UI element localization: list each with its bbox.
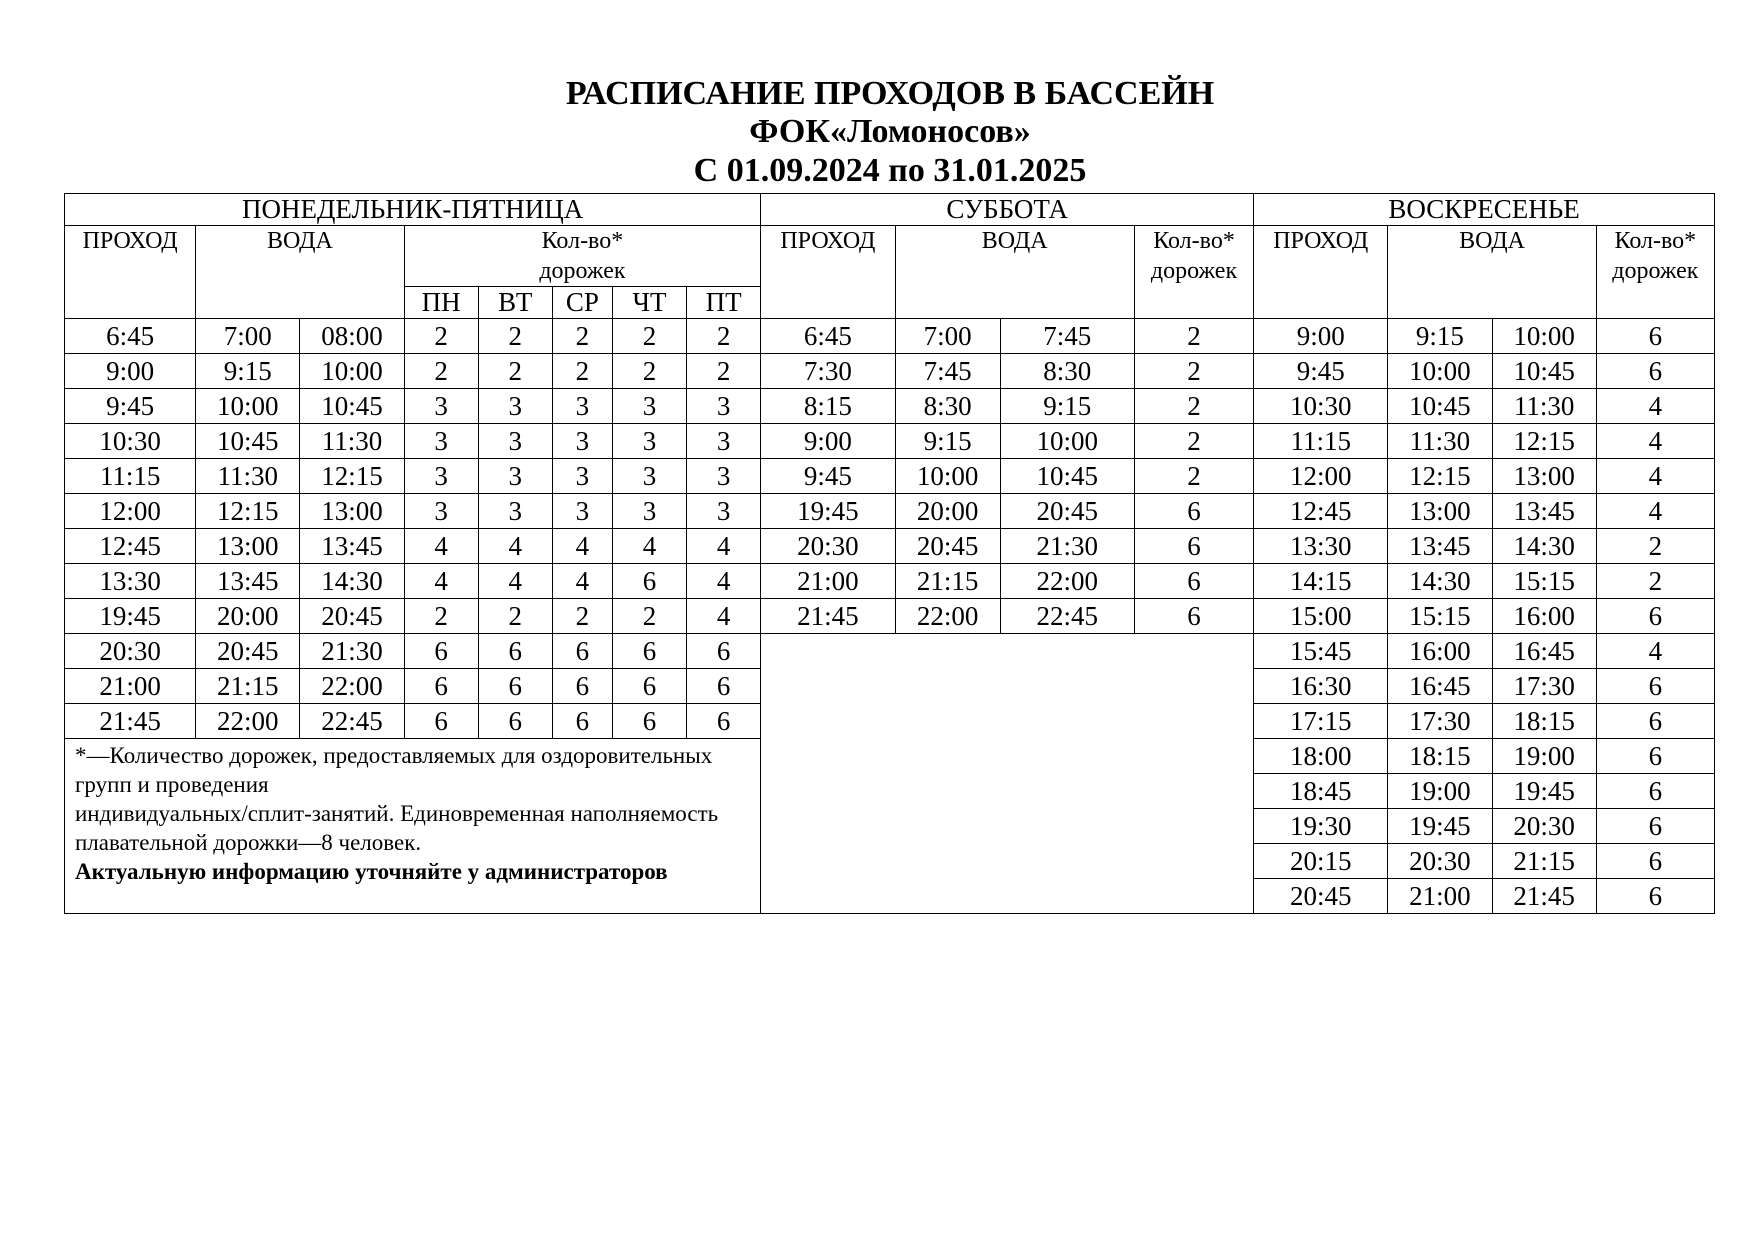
lanes-thu: 3 [612, 459, 686, 494]
saturday-pass-time: 6:45 [761, 319, 895, 354]
lanes-tue: 6 [478, 704, 552, 739]
lanes-thu: 6 [612, 634, 686, 669]
table-row [65, 739, 1715, 774]
weekday-water-end: 20:45 [300, 599, 404, 634]
lanes-thu: 6 [612, 704, 686, 739]
saturday-water-end: 10:00 [1000, 424, 1134, 459]
sunday-lanes-count: 6 [1596, 669, 1714, 704]
sunday-pass-time: 20:45 [1254, 879, 1388, 914]
sunday-water-end: 14:30 [1492, 529, 1596, 564]
weekday-water-end: 11:30 [300, 424, 404, 459]
table-row [65, 529, 1715, 564]
lanes-tue: 3 [478, 389, 552, 424]
sunday-water-start: 15:15 [1388, 599, 1492, 634]
lanes-wed: 2 [552, 599, 612, 634]
weekday-pass-time: 9:45 [65, 389, 196, 424]
weekday-water-end: 12:15 [300, 459, 404, 494]
lanes-mon: 6 [404, 634, 478, 669]
saturday-lanes-count: 6 [1134, 494, 1253, 529]
lanes-wed: 3 [552, 424, 612, 459]
weekday-water-end: 21:30 [300, 634, 404, 669]
weekday-water-end: 13:45 [300, 529, 404, 564]
sunday-pass-time: 13:30 [1254, 529, 1388, 564]
lanes-wed: 4 [552, 529, 612, 564]
sunday-water-start: 12:15 [1388, 459, 1492, 494]
sunday-water-start: 21:00 [1388, 879, 1492, 914]
lanes-mon: 2 [404, 599, 478, 634]
lanes-mon: 3 [404, 459, 478, 494]
weekday-water-start: 13:00 [196, 529, 300, 564]
sunday-water-end: 13:00 [1492, 459, 1596, 494]
lanes-tue: 2 [478, 319, 552, 354]
sunday-pass-time: 15:00 [1254, 599, 1388, 634]
sunday-lanes-count: 6 [1596, 354, 1714, 389]
sunday-pass-time: 18:00 [1254, 739, 1388, 774]
weekday-pass-time: 11:15 [65, 459, 196, 494]
weekday-water-start: 11:30 [196, 459, 300, 494]
sunday-lanes-count: 2 [1596, 564, 1714, 599]
lanes-wed: 3 [552, 389, 612, 424]
day-header-mon: ПН [404, 287, 478, 319]
saturday-empty-block-lower [761, 739, 1254, 914]
sunday-pass-time: 9:45 [1254, 354, 1388, 389]
lanes-tue: 6 [478, 634, 552, 669]
sunday-pass-time: 20:15 [1254, 844, 1388, 879]
lanes-tue: 4 [478, 529, 552, 564]
lanes-label-line1: Кол-во* [541, 228, 624, 254]
lanes-thu: 3 [612, 389, 686, 424]
lanes-fri: 3 [687, 424, 761, 459]
lanes-label-line1: Кол-во* [1614, 228, 1697, 254]
table-row [65, 564, 1715, 599]
lanes-mon: 3 [404, 494, 478, 529]
weekday-water-start: 13:45 [196, 564, 300, 599]
lanes-thu: 2 [612, 599, 686, 634]
weekday-water-start: 22:00 [196, 704, 300, 739]
lanes-mon: 4 [404, 564, 478, 599]
sunday-lanes-count: 2 [1596, 529, 1714, 564]
saturday-water-end: 21:30 [1000, 529, 1134, 564]
lanes-fri: 6 [687, 634, 761, 669]
lanes-label-line2: дорожек [539, 258, 626, 284]
saturday-pass-header: ПРОХОД [761, 226, 895, 319]
saturday-pass-time: 21:45 [761, 599, 895, 634]
saturday-water-start: 21:15 [895, 564, 1000, 599]
lanes-fri: 3 [687, 389, 761, 424]
sunday-lanes-count: 6 [1596, 599, 1714, 634]
table-row [65, 634, 1715, 669]
schedule-table [64, 193, 1715, 914]
saturday-pass-time: 8:15 [761, 389, 895, 424]
page-title: РАСПИСАНИЕ ПРОХОДОВ В БАССЕЙН [565, 75, 1215, 112]
sunday-water-start: 19:00 [1388, 774, 1492, 809]
weekday-water-start: 10:00 [196, 389, 300, 424]
saturday-lanes-count: 6 [1134, 599, 1253, 634]
saturday-pass-time: 7:30 [761, 354, 895, 389]
saturday-lanes-count: 6 [1134, 529, 1253, 564]
sunday-water-start: 20:30 [1388, 844, 1492, 879]
sunday-lanes-count: 4 [1596, 424, 1714, 459]
lanes-label-line2: дорожек [1612, 258, 1699, 284]
sunday-water-start: 14:30 [1388, 564, 1492, 599]
sunday-water-start: 18:15 [1388, 739, 1492, 774]
weekday-water-start: 12:15 [196, 494, 300, 529]
lanes-fri: 3 [687, 459, 761, 494]
weekday-water-start: 10:45 [196, 424, 300, 459]
saturday-water-end: 10:45 [1000, 459, 1134, 494]
day-header-tue: ВТ [478, 287, 552, 319]
sunday-water-end: 13:45 [1492, 494, 1596, 529]
lanes-tue: 3 [478, 424, 552, 459]
lanes-tue: 3 [478, 494, 552, 529]
weekday-pass-time: 21:45 [65, 704, 196, 739]
footnote [65, 739, 761, 914]
weekday-water-end: 08:00 [300, 319, 404, 354]
day-header-thu: ЧТ [612, 287, 686, 319]
lanes-fri: 3 [687, 494, 761, 529]
schedule-period: С 01.09.2024 по 31.01.2025 [693, 152, 1087, 189]
sunday-water-start: 13:45 [1388, 529, 1492, 564]
lanes-wed: 2 [552, 319, 612, 354]
section-weekdays: ПОНЕДЕЛЬНИК-ПЯТНИЦА [65, 194, 761, 226]
sunday-lanes-count: 6 [1596, 809, 1714, 844]
weekday-water-end: 13:00 [300, 494, 404, 529]
table-row [65, 599, 1715, 634]
sunday-pass-time: 12:45 [1254, 494, 1388, 529]
saturday-lanes-count: 2 [1134, 319, 1253, 354]
weekday-pass-time: 13:30 [65, 564, 196, 599]
weekday-water-end: 10:45 [300, 389, 404, 424]
sunday-pass-time: 10:30 [1254, 389, 1388, 424]
footnote-notice: Актуальную информацию уточняйте у администраторов [75, 859, 668, 884]
lanes-thu: 6 [612, 669, 686, 704]
saturday-lanes-count: 6 [1134, 564, 1253, 599]
lanes-mon: 6 [404, 704, 478, 739]
sunday-lanes-header [1596, 226, 1714, 319]
saturday-water-end: 20:45 [1000, 494, 1134, 529]
saturday-water-start: 10:00 [895, 459, 1000, 494]
weekday-water-start: 20:45 [196, 634, 300, 669]
sunday-pass-time: 17:15 [1254, 704, 1388, 739]
saturday-lanes-header [1134, 226, 1253, 319]
lanes-wed: 4 [552, 564, 612, 599]
weekday-pass-time: 10:30 [65, 424, 196, 459]
lanes-fri: 4 [687, 529, 761, 564]
lanes-tue: 4 [478, 564, 552, 599]
lanes-tue: 2 [478, 354, 552, 389]
lanes-fri: 4 [687, 564, 761, 599]
lanes-thu: 4 [612, 529, 686, 564]
lanes-wed: 6 [552, 669, 612, 704]
weekday-pass-time: 20:30 [65, 634, 196, 669]
weekday-pass-time: 21:00 [65, 669, 196, 704]
saturday-water-start: 20:45 [895, 529, 1000, 564]
sunday-water-start: 19:45 [1388, 809, 1492, 844]
saturday-water-start: 20:00 [895, 494, 1000, 529]
saturday-empty-block [761, 634, 1254, 739]
sunday-water-start: 17:30 [1388, 704, 1492, 739]
sunday-lanes-count: 4 [1596, 634, 1714, 669]
saturday-lanes-count: 2 [1134, 459, 1253, 494]
saturday-water-start: 8:30 [895, 389, 1000, 424]
weekday-pass-time: 9:00 [65, 354, 196, 389]
sunday-lanes-count: 6 [1596, 844, 1714, 879]
lanes-mon: 2 [404, 354, 478, 389]
sunday-pass-time: 19:30 [1254, 809, 1388, 844]
sunday-water-end: 21:15 [1492, 844, 1596, 879]
sunday-water-end: 16:00 [1492, 599, 1596, 634]
sunday-water-end: 12:15 [1492, 424, 1596, 459]
sunday-water-end: 17:30 [1492, 669, 1596, 704]
lanes-mon: 2 [404, 319, 478, 354]
sunday-lanes-count: 4 [1596, 494, 1714, 529]
weekday-lanes-header [404, 226, 761, 287]
sunday-water-end: 15:15 [1492, 564, 1596, 599]
sunday-pass-time: 16:30 [1254, 669, 1388, 704]
sunday-water-end: 11:30 [1492, 389, 1596, 424]
day-header-wed: СР [552, 287, 612, 319]
sunday-water-start: 9:15 [1388, 319, 1492, 354]
saturday-pass-time: 19:45 [761, 494, 895, 529]
weekday-water-start: 7:00 [196, 319, 300, 354]
saturday-water-end: 22:45 [1000, 599, 1134, 634]
saturday-water-end: 7:45 [1000, 319, 1134, 354]
sunday-water-end: 21:45 [1492, 879, 1596, 914]
saturday-water-start: 9:15 [895, 424, 1000, 459]
lanes-wed: 6 [552, 634, 612, 669]
lanes-fri: 6 [687, 704, 761, 739]
sunday-pass-time: 15:45 [1254, 634, 1388, 669]
lanes-wed: 3 [552, 459, 612, 494]
sunday-pass-time: 14:15 [1254, 564, 1388, 599]
lanes-tue: 2 [478, 599, 552, 634]
weekday-pass-time: 12:00 [65, 494, 196, 529]
saturday-lanes-count: 2 [1134, 354, 1253, 389]
saturday-water-header: ВОДА [895, 226, 1134, 319]
saturday-water-start: 22:00 [895, 599, 1000, 634]
sunday-pass-time: 9:00 [1254, 319, 1388, 354]
lanes-fri: 4 [687, 599, 761, 634]
lanes-thu: 3 [612, 494, 686, 529]
weekday-water-start: 9:15 [196, 354, 300, 389]
sunday-water-header: ВОДА [1388, 226, 1596, 319]
sunday-water-end: 10:45 [1492, 354, 1596, 389]
weekday-pass-header: ПРОХОД [65, 226, 196, 319]
sunday-water-end: 19:00 [1492, 739, 1596, 774]
lanes-label-line1: Кол-во* [1153, 228, 1235, 254]
footnote-line2: индивидуальных/сплит-занятий. Единовременная наполняемость плавательной дорожки—8 человек. [75, 801, 719, 855]
saturday-water-end: 8:30 [1000, 354, 1134, 389]
sunday-water-end: 10:00 [1492, 319, 1596, 354]
sunday-water-start: 11:30 [1388, 424, 1492, 459]
day-header-fri: ПТ [687, 287, 761, 319]
saturday-lanes-count: 2 [1134, 424, 1253, 459]
sunday-water-end: 18:15 [1492, 704, 1596, 739]
weekday-water-start: 21:15 [196, 669, 300, 704]
lanes-mon: 6 [404, 669, 478, 704]
weekday-pass-time: 19:45 [65, 599, 196, 634]
sunday-water-start: 16:00 [1388, 634, 1492, 669]
sunday-water-start: 10:00 [1388, 354, 1492, 389]
table-row [65, 389, 1715, 424]
saturday-water-end: 22:00 [1000, 564, 1134, 599]
sunday-water-end: 20:30 [1492, 809, 1596, 844]
sunday-lanes-count: 6 [1596, 704, 1714, 739]
lanes-mon: 4 [404, 529, 478, 564]
sunday-pass-time: 18:45 [1254, 774, 1388, 809]
lanes-wed: 2 [552, 354, 612, 389]
lanes-tue: 6 [478, 669, 552, 704]
sunday-pass-header: ПРОХОД [1254, 226, 1388, 319]
weekday-water-end: 14:30 [300, 564, 404, 599]
sunday-lanes-count: 4 [1596, 459, 1714, 494]
lanes-thu: 6 [612, 564, 686, 599]
weekday-water-header: ВОДА [196, 226, 404, 319]
weekday-pass-time: 6:45 [65, 319, 196, 354]
table-row [65, 354, 1715, 389]
lanes-wed: 6 [552, 704, 612, 739]
lanes-fri: 2 [687, 354, 761, 389]
lanes-thu: 2 [612, 354, 686, 389]
section-sunday: ВОСКРЕСЕНЬЕ [1254, 194, 1715, 226]
table-row [65, 459, 1715, 494]
section-saturday: СУББОТА [761, 194, 1254, 226]
sunday-water-end: 16:45 [1492, 634, 1596, 669]
sunday-lanes-count: 6 [1596, 774, 1714, 809]
sunday-pass-time: 12:00 [1254, 459, 1388, 494]
lanes-mon: 3 [404, 424, 478, 459]
lanes-thu: 3 [612, 424, 686, 459]
sunday-lanes-count: 6 [1596, 319, 1714, 354]
saturday-pass-time: 21:00 [761, 564, 895, 599]
lanes-tue: 3 [478, 459, 552, 494]
sunday-water-start: 10:45 [1388, 389, 1492, 424]
table-row [65, 319, 1715, 354]
footnote-line1: *—Количество дорожек, предоставляемых для оздоровительных групп и проведения [75, 743, 713, 797]
table-row [65, 424, 1715, 459]
saturday-pass-time: 20:30 [761, 529, 895, 564]
sunday-water-end: 19:45 [1492, 774, 1596, 809]
sunday-water-start: 13:00 [1388, 494, 1492, 529]
table-row [65, 494, 1715, 529]
sunday-lanes-count: 6 [1596, 879, 1714, 914]
lanes-fri: 6 [687, 669, 761, 704]
weekday-water-end: 10:00 [300, 354, 404, 389]
sunday-lanes-count: 4 [1596, 389, 1714, 424]
sunday-lanes-count: 6 [1596, 739, 1714, 774]
weekday-pass-time: 12:45 [65, 529, 196, 564]
lanes-wed: 3 [552, 494, 612, 529]
saturday-pass-time: 9:00 [761, 424, 895, 459]
weekday-water-start: 20:00 [196, 599, 300, 634]
lanes-label-line2: дорожек [1150, 258, 1238, 284]
lanes-thu: 2 [612, 319, 686, 354]
saturday-water-start: 7:45 [895, 354, 1000, 389]
lanes-mon: 3 [404, 389, 478, 424]
sunday-pass-time: 11:15 [1254, 424, 1388, 459]
lanes-fri: 2 [687, 319, 761, 354]
facility-name: ФОК«Ломоносов» [749, 113, 1031, 150]
saturday-lanes-count: 2 [1134, 389, 1253, 424]
saturday-pass-time: 9:45 [761, 459, 895, 494]
saturday-water-start: 7:00 [895, 319, 1000, 354]
weekday-water-end: 22:45 [300, 704, 404, 739]
saturday-water-end: 9:15 [1000, 389, 1134, 424]
sunday-water-start: 16:45 [1388, 669, 1492, 704]
weekday-water-end: 22:00 [300, 669, 404, 704]
